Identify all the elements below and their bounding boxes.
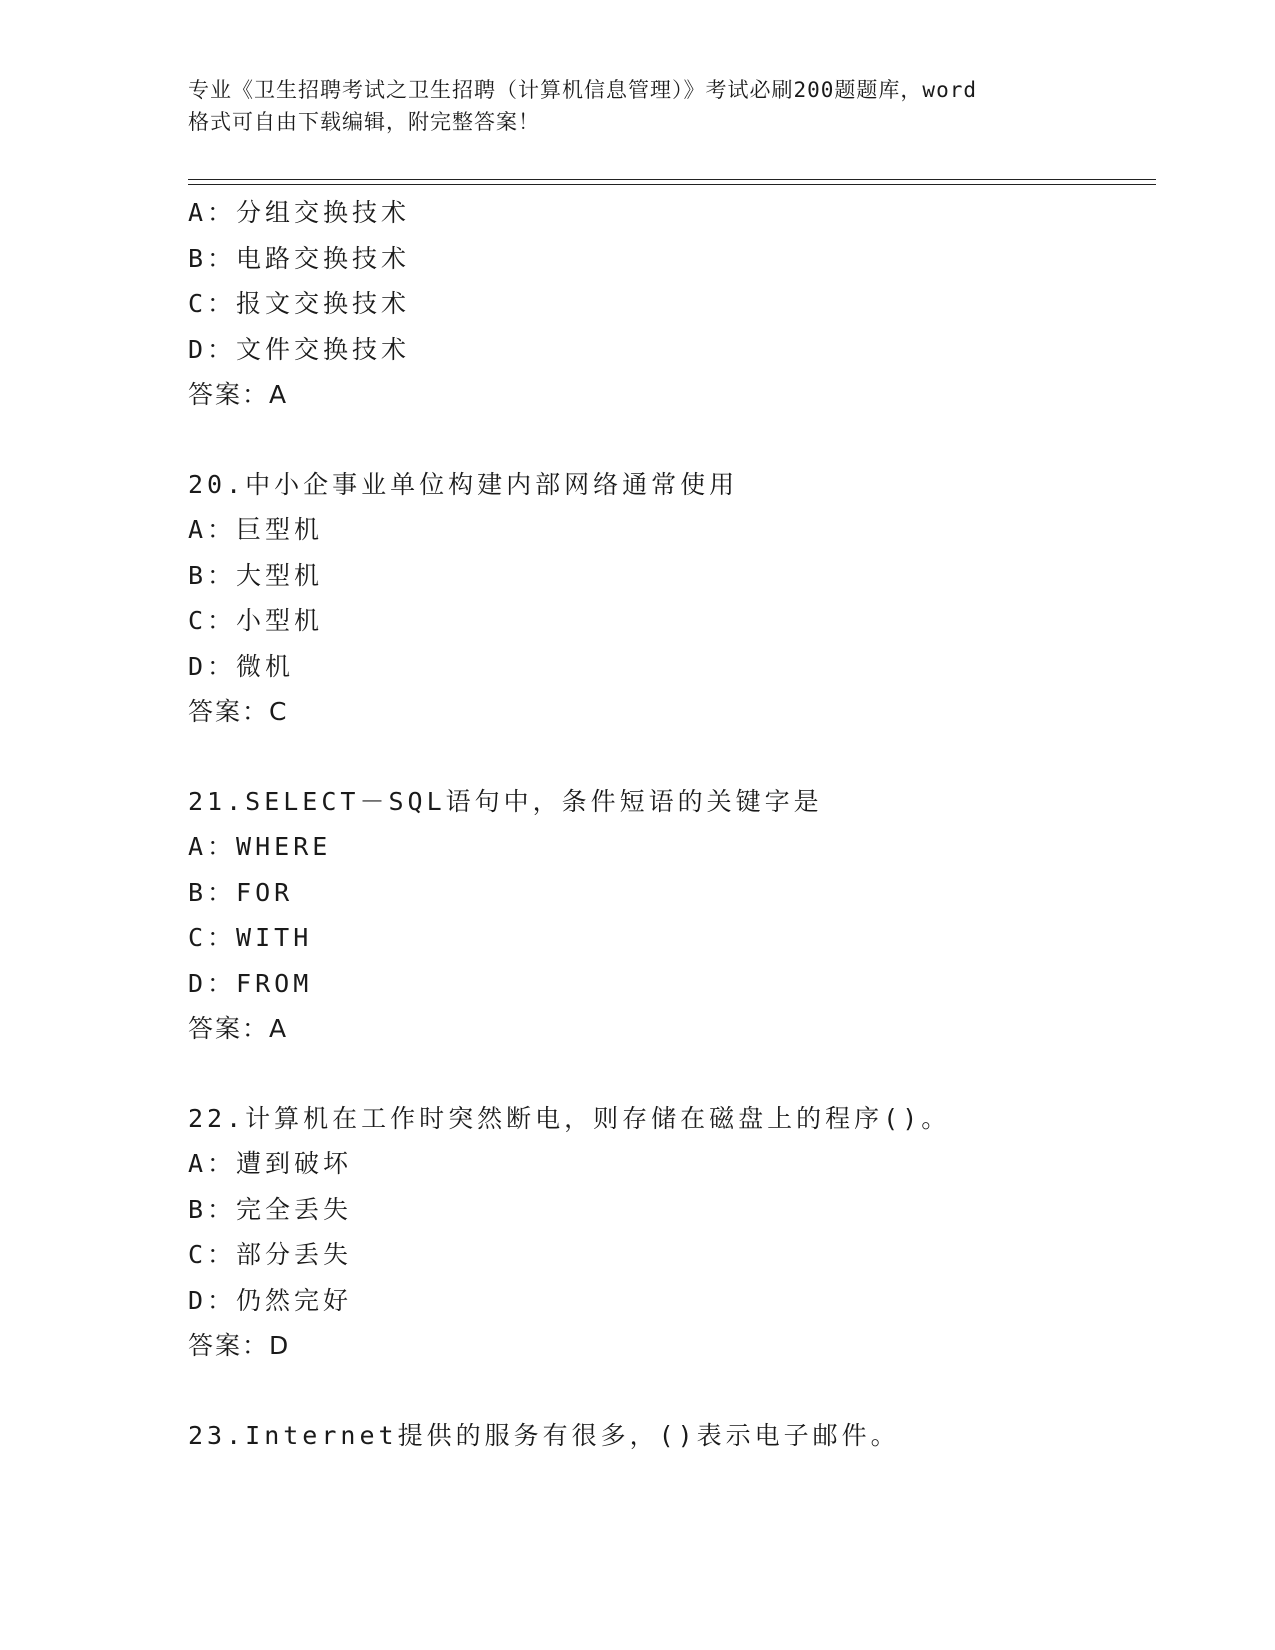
option-b: B：大型机 <box>188 560 324 590</box>
option-a: A：巨型机 <box>188 515 324 544</box>
option-d: D：仍然完好 <box>188 1285 353 1315</box>
option-d: D：微机 <box>188 651 295 681</box>
question-stem: 20.中小企事业单位构建内部网络通常使用 <box>188 469 739 499</box>
question-list <box>188 190 1156 1458</box>
option-a: A：WHERE <box>188 832 332 861</box>
header-line-1: 专业《卫生招聘考试之卫生招聘（计算机信息管理）》考试必刷200题题库，word <box>188 78 977 102</box>
option-a: A：分组交换技术 <box>188 198 411 227</box>
option-b: B：电路交换技术 <box>188 243 411 273</box>
option-d: D：文件交换技术 <box>188 334 411 364</box>
question-stem: 21.SELECT－SQL语句中，条件短语的关键字是 <box>188 786 823 816</box>
option-a: A：遭到破坏 <box>188 1149 353 1178</box>
question-block-23 <box>188 1413 1156 1459</box>
option-c: C：WITH <box>188 923 313 952</box>
question-stem: 23.Internet提供的服务有很多，()表示电子邮件。 <box>188 1420 900 1450</box>
answer-line: 答案：D <box>188 1331 291 1360</box>
question-block-19 <box>188 190 1156 418</box>
option-d: D：FROM <box>188 968 313 998</box>
option-b: B：FOR <box>188 877 294 907</box>
question-block-22 <box>188 1096 1156 1369</box>
option-c: C：小型机 <box>188 606 324 635</box>
question-block-21 <box>188 779 1156 1052</box>
question-block-20 <box>188 462 1156 735</box>
option-c: C：报文交换技术 <box>188 289 411 318</box>
document-header <box>188 74 1088 138</box>
header-line-2: 格式可自由下载编辑，附完整答案！ <box>188 110 540 134</box>
option-c: C：部分丢失 <box>188 1240 353 1269</box>
answer-line: 答案：A <box>188 1014 289 1043</box>
answer-line: 答案：C <box>188 697 289 726</box>
answer-line: 答案：A <box>188 380 289 409</box>
question-stem: 22.计算机在工作时突然断电，则存储在磁盘上的程序()。 <box>188 1103 951 1133</box>
header-divider <box>188 179 1156 185</box>
option-b: B：完全丢失 <box>188 1194 353 1224</box>
